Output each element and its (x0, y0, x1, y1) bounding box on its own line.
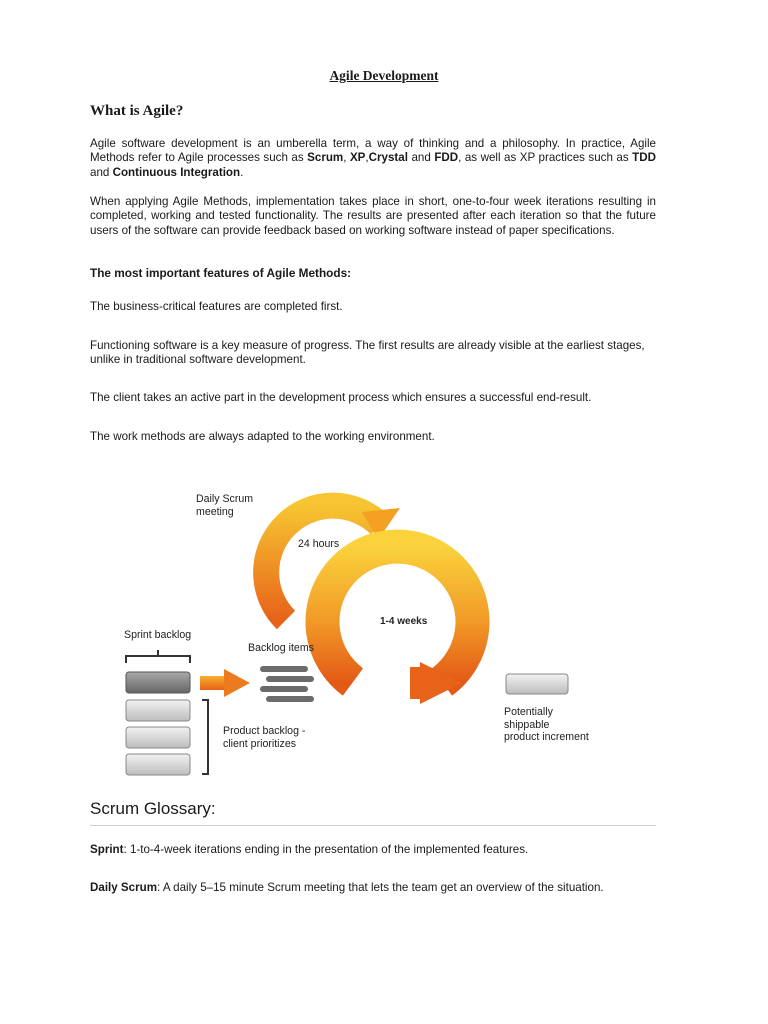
document-title: Agile Development (329, 68, 439, 83)
glossary-divider (90, 825, 656, 826)
term-scrum: Scrum (307, 151, 344, 165)
glossary-definition: : 1-to-4-week iterations ending in the presentation of the implemented features. (123, 843, 529, 856)
feature-item: The business-critical features are completed first. (90, 300, 343, 313)
glossary-heading: Scrum Glossary: (90, 799, 216, 818)
shippable-label-line: product increment (504, 731, 589, 743)
intro-separator: , (343, 151, 350, 165)
term-tdd: TDD (632, 151, 656, 165)
feature-item: The client takes an active part in the development process which ensures a successful end-result. (90, 391, 592, 404)
intro-separator: and (90, 165, 113, 179)
sprint-backlog-bracket (126, 650, 190, 663)
backlog-items-stack (260, 666, 314, 702)
features-heading: The most important features of Agile Methods: (90, 266, 352, 280)
sprint-backlog-label: Sprint backlog (124, 629, 192, 641)
backlog-arrow (200, 669, 250, 697)
glossary-term: Daily Scrum (90, 881, 158, 894)
shippable-increment-bar (506, 674, 568, 694)
term-crystal: Crystal (368, 151, 408, 165)
product-backlog-label-line: client prioritizes (223, 737, 297, 750)
scrum-process-diagram (110, 470, 590, 790)
iterations-paragraph: When applying Agile Methods, implementation takes place in short, one-to-four week iterations resulting in completed, working and tested functionality. The results are presented after each iteration so that the future users of the software can provide feedback based on working software instead of paper specifications. (90, 195, 656, 237)
section-heading: What is Agile? (90, 103, 184, 119)
hours-label: 24 hours (298, 538, 340, 550)
intro-text: Agile software development is an umberella term, a way of thinking and a philosophy. In practice, Agile Methods refer to Agile processes such as (90, 137, 656, 165)
intro-text: , as well as XP practices such as (458, 151, 633, 165)
glossary-item-sprint (90, 843, 670, 857)
glossary-definition: : A daily 5–15 minute Scrum meeting that lets the team get an overview of the situation. (157, 881, 604, 894)
product-backlog-stack (126, 672, 190, 775)
glossary-item-daily-scrum (90, 881, 670, 895)
shippable-label (504, 706, 590, 744)
feature-item: Functioning software is a key measure of progress. The first results are already visible at the earliest stages, unlike in traditional software development. (90, 339, 645, 367)
intro-separator: and (407, 151, 435, 165)
daily-scrum-label-line: Daily Scrum (196, 493, 254, 505)
product-backlog-label-line: Product backlog - (223, 725, 306, 737)
feature-item: The work methods are always adapted to the working environment. (90, 430, 435, 443)
term-xp: XP (349, 151, 366, 165)
weeks-label: 1-4 weeks (380, 616, 428, 627)
daily-scrum-label (196, 493, 253, 518)
product-backlog-bracket (202, 700, 208, 774)
term-fdd: FDD (434, 151, 459, 165)
glossary-term: Sprint (90, 843, 124, 856)
shippable-label-line: Potentially shippable (504, 706, 553, 731)
daily-scrum-label-line: meeting (196, 505, 234, 518)
term-continuous-integration: Continuous Integration (112, 165, 241, 179)
intro-text: . (240, 165, 244, 179)
product-backlog-label (223, 725, 305, 750)
intro-separator: , (365, 151, 369, 165)
backlog-items-label: Backlog items (248, 642, 314, 654)
intro-paragraph (90, 137, 656, 180)
